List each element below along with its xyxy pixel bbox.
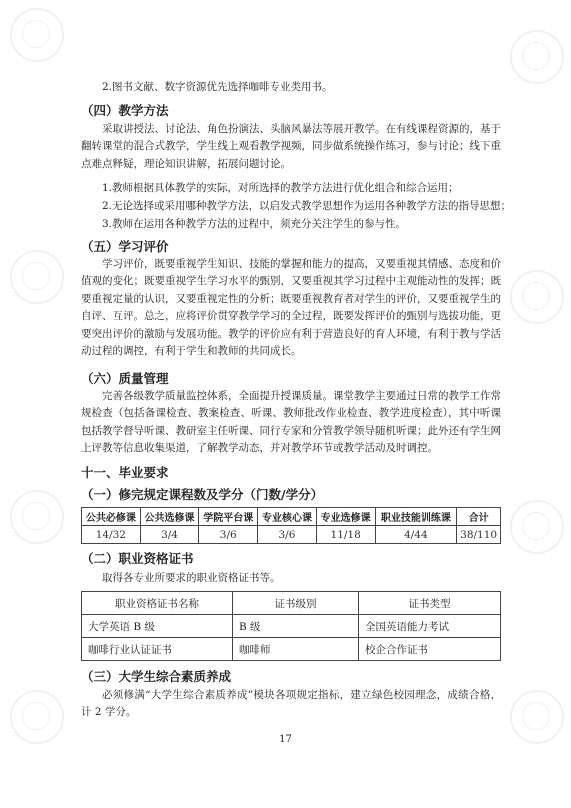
table-cell: 3/6 [199, 526, 258, 544]
table-header-row [82, 508, 501, 526]
table-cell: 咖啡行业认证证书 [82, 638, 233, 661]
certificate-table [81, 591, 501, 661]
section-title-graduation-requirements: 十一、毕业要求 [81, 465, 169, 480]
table-header-cell: 专业选修课 [316, 508, 375, 526]
table-header-cell: 证书类型 [359, 592, 501, 615]
table-cell: 38/110 [457, 526, 501, 544]
table-cell: 3/6 [258, 526, 317, 544]
section-title-quality-management: （六）质量管理 [81, 371, 169, 386]
table-cell: 3/4 [140, 526, 199, 544]
table-row [82, 526, 501, 544]
table-cell: 全国英语能力考试 [359, 615, 501, 638]
section-title-learning-evaluation: （五）学习评价 [81, 239, 169, 254]
table-cell: 校企合作证书 [359, 638, 501, 661]
table-header-cell: 职业技能训练课 [375, 508, 457, 526]
teaching-method-item: 1.教师根据具体教学的实际，对所选择的教学方法进行优化组合和综合运用； [102, 182, 459, 194]
watermark-seal [510, 270, 564, 324]
quality-management-paragraph: 完善各级教学质量监控体系，全面提升授课质量。课堂教学主要通过日常的教学工作常规检查（包括备课检查、教案检查、听课、教师批改作业检查、教学进度检查），其中听课包括教学督导听课、教研室主任听课、同行专家和分管教学领导随机听课；此外还有学生网上评教等信息收集渠道，了解教学动态，并对教学环节或教学活动及时调控。 [81, 390, 501, 455]
table-header-cell: 学院平台课 [199, 508, 258, 526]
table-header-cell: 合计 [457, 508, 501, 526]
watermark-seal [10, 250, 64, 304]
watermark-seal [510, 500, 564, 554]
teaching-method-item: 3.教师在运用各种教学方法的过程中，须充分关注学生的参与性。 [102, 218, 407, 230]
table-header-cell: 职业资格证书名称 [82, 592, 233, 615]
watermark-seal [10, 490, 64, 544]
table-header-row [82, 592, 501, 615]
table-row [82, 615, 501, 638]
watermark-seal [10, 8, 64, 62]
table-header-cell: 证书级别 [233, 592, 359, 615]
subsection-title-quality: （三）大学生综合素质养成 [81, 669, 232, 684]
table-row [82, 638, 501, 661]
subsection-title-credits: （一）修完规定课程数及学分（门数/学分） [81, 487, 324, 502]
table-cell: 4/44 [375, 526, 457, 544]
resource-line: 2.图书文献、数字资源优先选择咖啡专业类用书。 [102, 81, 333, 93]
table-cell: 14/32 [82, 526, 141, 544]
table-header-cell: 公共必修课 [82, 508, 141, 526]
page-number: 17 [279, 734, 292, 745]
teaching-methods-paragraph: 采取讲授法、讨论法、角色扮演法、头脑风暴法等展开教学。在有线课程资源的，基于翻转课堂的混合式教学，学生线上观看教学视频，同步做系统操作练习，参与讨论；线下重点难点释疑，理论知识讲解，拓展问题讨论。 [81, 123, 501, 170]
table-cell: 大学英语 B 级 [82, 615, 233, 638]
section-title-teaching-methods: （四）教学方法 [81, 103, 169, 118]
credit-table [81, 507, 501, 544]
learning-evaluation-paragraph: 学习评价，既要重视学生知识、技能的掌握和能力的提高，又要重视其情感、态度和价值观的变化；既要重视学生学习水平的甄别，又要重视其学习过程中主观能动性的发挥；既要重视定量的认识，又要重视定性的分析；既要重视教育者对学生的评价，又要重视学生的自评、互评。总之，应将评价贯穿教学学习的全过程，既要发挥评价的甄别与选拔功能，更要突出评价的激励与发展功能。教学的评价应有利于营造良好的育人环境，有利于教与学活动过程的调控，有利于学生和教师的共同成长。 [81, 258, 501, 358]
table-cell: B 级 [233, 615, 359, 638]
table-header-cell: 公共选修课 [140, 508, 199, 526]
teaching-method-item: 2.无论选择或采用哪种教学方法，以启发式教学思想作为运用各种教学方法的指导思想； [102, 200, 512, 212]
quality-paragraph: 必须修满“大学生综合素质养成”模块各项规定指标，建立绿色校园理念，成绩合格，计 2 学分。 [81, 689, 501, 719]
certificate-intro: 取得各专业所要求的职业资格证书等。 [102, 572, 281, 584]
table-cell: 11/18 [316, 526, 375, 544]
table-header-cell: 专业核心课 [258, 508, 317, 526]
subsection-title-certificates: （二）职业资格证书 [81, 551, 194, 566]
watermark-seal [510, 30, 564, 84]
table-cell: 咖啡师 [233, 638, 359, 661]
